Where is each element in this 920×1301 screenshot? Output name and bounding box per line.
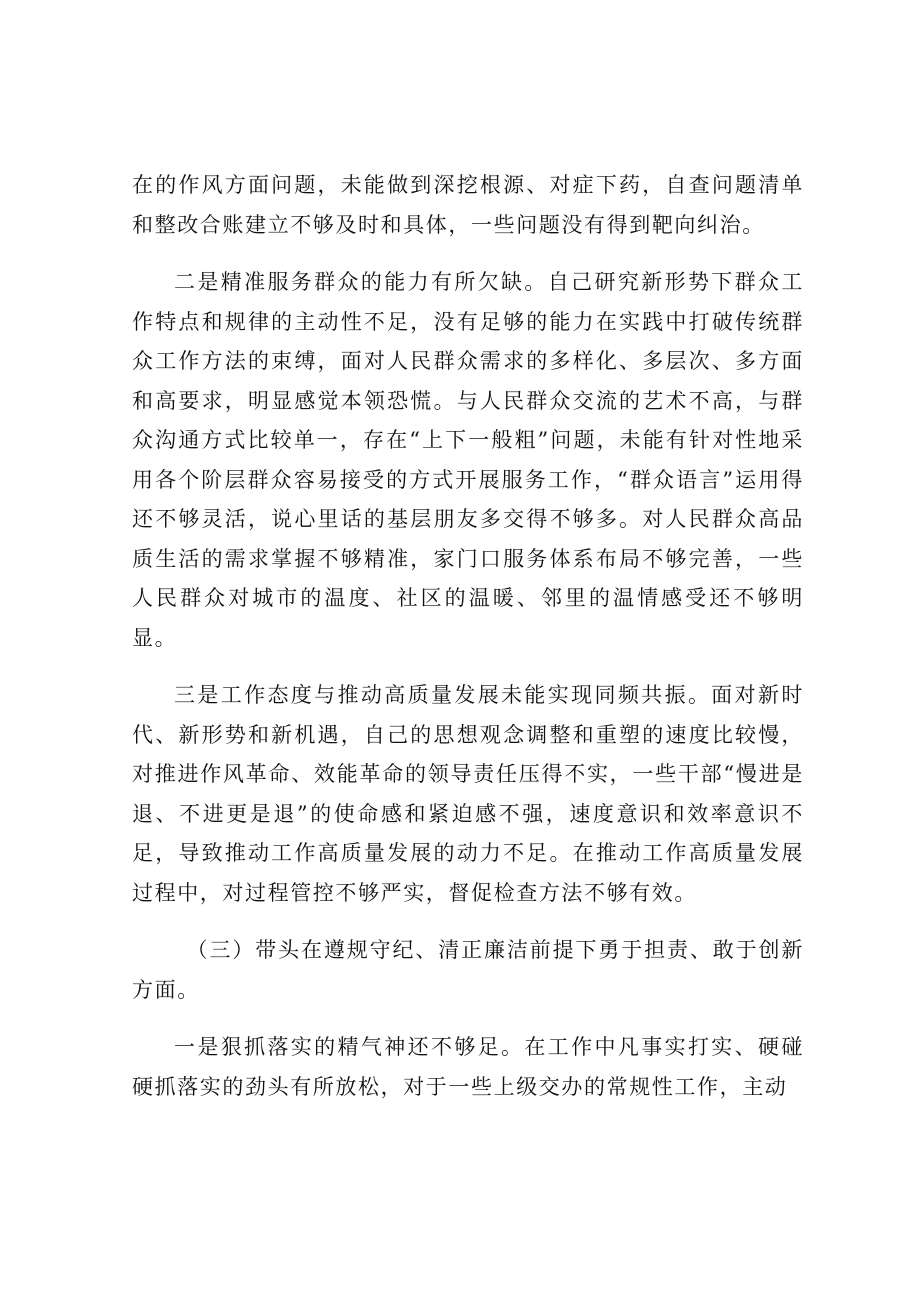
section-heading-three: （三）带头在遵规守纪、清正廉洁前提下勇于担责、敢于创新方面。: [132, 938, 804, 1002]
document-body: [132, 166, 804, 1125]
paragraph-work-attitude: 三是工作态度与推动高质量发展未能实现同频共振。面对新时代、新形势和新机遇，自己的思想观念调整和重塑的速度比较慢，对推进作风革命、效能革命的领导责任压得不实，一些干部“慢进是退、不进更是退”的使命感和紧迫感不强，速度意识和效率意识不足，导致推动工作高质量发展的动力不足。在推动工作高质量发展过程中，对过程管控不够严实，督促检查方法不够有效。: [132, 683, 804, 905]
paragraph-implementation-spirit: 一是狠抓落实的精气神还不够足。在工作中凡事实打实、硬碰硬抓落实的劲头有所放松，对于一些上级交办的常规性工作，主动: [132, 1035, 804, 1099]
paragraph-continuation: 在的作风方面问题，未能做到深挖根源、对症下药，自查问题清单和整改合账建立不够及时和具体，一些问题没有得到靶向纠治。: [132, 173, 804, 237]
paragraph-service-ability: 二是精准服务群众的能力有所欠缺。自己研究新形势下群众工作特点和规律的主动性不足，没有足够的能力在实践中打破传统群众工作方法的束缚，面对人民群众需求的多样化、多层次、多方面和高要求，明显感觉本领恐慌。与人民群众交流的艺术不高，与群众沟通方式比较单一，存在“上下一般粗”问题，未能有针对性地采用各个阶层群众容易接受的方式开展服务工作，“群众语言”运用得还不够灵活，说心里话的基层朋友多交得不够多。对人民群众高品质生活的需求掌握不够精准，家门口服务体系布局不够完善，一些人民群众对城市的温度、社区的温暖、邻里的温情感受还不够明显。: [132, 270, 804, 650]
